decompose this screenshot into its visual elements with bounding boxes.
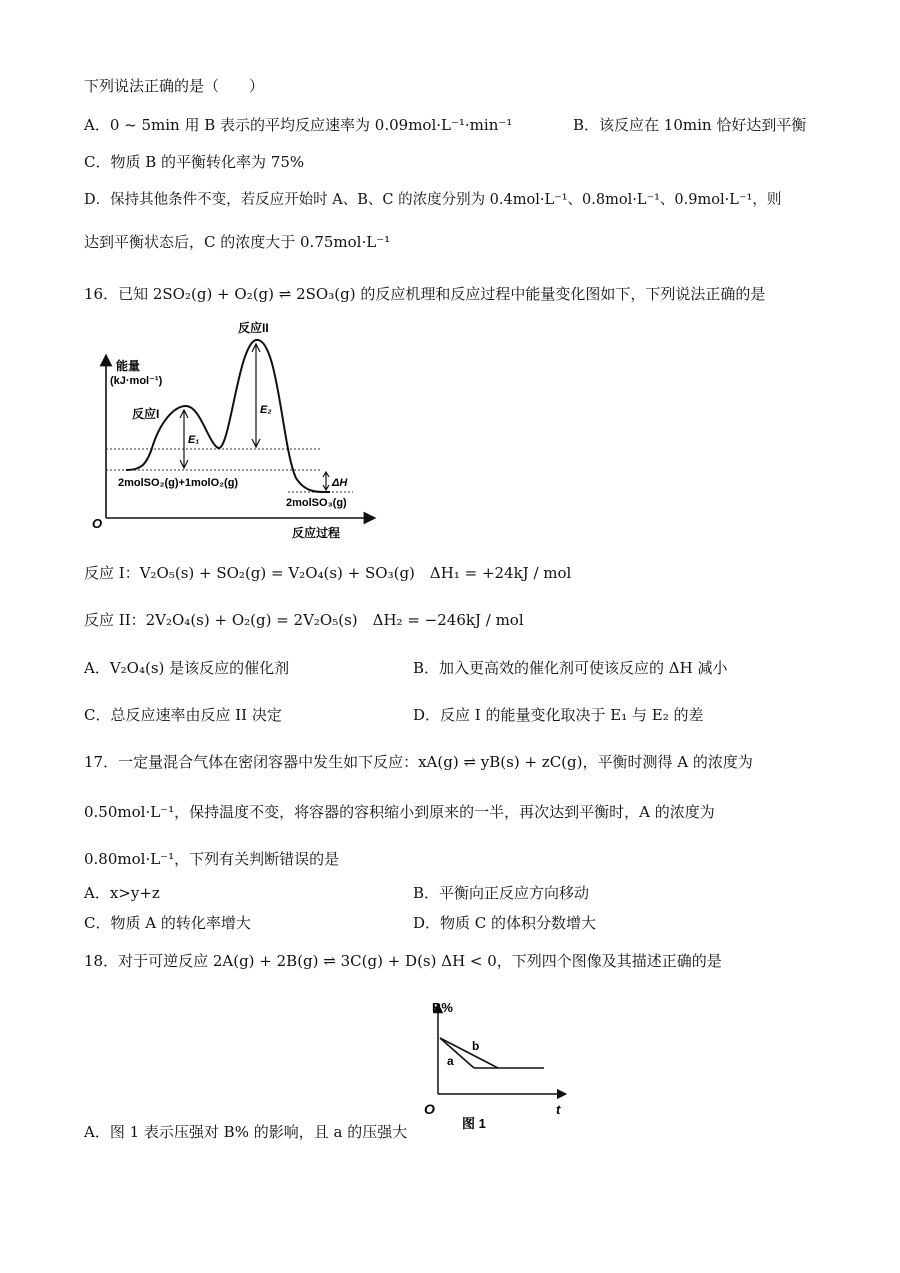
- reaction-1-peak-label: 反应I: [132, 407, 160, 421]
- curve-b-label: b: [472, 1039, 480, 1053]
- y-axis-unit: (kJ·mol⁻¹): [110, 375, 163, 387]
- q15-option-b: B．该反应在 10min 恰好达到平衡: [573, 116, 807, 134]
- q16-option-c: C．总反应速率由反应 II 决定: [84, 706, 282, 724]
- q18-stem: 18．对于可逆反应 2A(g) + 2B(g) ⇌ 3C(g) + D(s) ΔH < 0，下列四个图像及其描述正确的是: [84, 952, 722, 970]
- reactants-label: 2molSO₂(g)+1molO₂(g): [118, 477, 239, 489]
- y-axis-label: B%: [432, 1000, 453, 1015]
- curve-a-label: a: [447, 1054, 454, 1068]
- q15-option-d-line1: D．保持其他条件不变，若反应开始时 A、B、C 的浓度分别为 0.4mol·L⁻¹、0.8mol·L⁻¹、0.9mol·L⁻¹，则: [84, 192, 782, 208]
- q17-option-b: B．平衡向正反应方向移动: [413, 884, 590, 902]
- q17-stem-line1: 17．一定量混合气体在密闭容器中发生如下反应：xA(g) ⇌ yB(s) + zC(g)，平衡时测得 A 的浓度为: [84, 753, 753, 771]
- x-axis-label: t: [556, 1102, 561, 1117]
- q17-option-c: C．物质 A 的转化率增大: [84, 914, 251, 932]
- reaction-2-peak-label: 反应II: [238, 321, 269, 335]
- q17-option-d: D．物质 C 的体积分数增大: [413, 914, 597, 932]
- q16-option-d: D．反应 I 的能量变化取决于 E₁ 与 E₂ 的差: [413, 706, 704, 724]
- b-percent-time-graph: [420, 990, 570, 1140]
- q17-stem-line3: 0.80mol·L⁻¹，下列有关判断错误的是: [84, 850, 340, 868]
- energy-profile-diagram: [88, 318, 378, 543]
- q16-reaction-2: 反应 II：2V₂O₄(s) + O₂(g) = 2V₂O₅(s) ΔH₂ = −246kJ / mol: [84, 611, 524, 629]
- q16-option-a: A．V₂O₄(s) 是该反应的催化剂: [84, 659, 290, 677]
- q15-option-d-line2: 达到平衡状态后，C 的浓度大于 0.75mol·L⁻¹: [84, 233, 391, 251]
- figure-caption: 图 1: [462, 1116, 486, 1131]
- dh-label: ΔH: [332, 477, 348, 489]
- origin-label: O: [92, 516, 103, 531]
- x-axis-label: 反应过程: [292, 526, 341, 540]
- q15-option-c: C．物质 B 的平衡转化率为 75%: [84, 153, 305, 171]
- q16-option-b: B．加入更高效的催化剂可使该反应的 ΔH 减小: [413, 659, 728, 677]
- q15-stem: 下列说法正确的是（ ）: [84, 77, 265, 95]
- q17-option-a: A．x>y+z: [84, 884, 160, 902]
- q15-option-a: A．0 ~ 5min 用 B 表示的平均反应速率为 0.09mol·L⁻¹·min⁻¹: [84, 116, 513, 134]
- q17-stem-line2: 0.50mol·L⁻¹，保持温度不变，将容器的容积缩小到原来的一半，再次达到平衡时，A 的浓度为: [84, 803, 715, 821]
- e1-label: E₁: [188, 434, 200, 446]
- y-axis-label: 能量: [116, 359, 141, 373]
- q18-option-a: A．图 1 表示压强对 B% 的影响，且 a 的压强大: [84, 1123, 408, 1141]
- e2-label: E₂: [260, 404, 272, 416]
- origin-label: O: [424, 1101, 435, 1117]
- products-label: 2molSO₃(g): [286, 497, 347, 509]
- q16-reaction-1: 反应 I：V₂O₅(s) + SO₂(g) = V₂O₄(s) + SO₃(g) ΔH₁ = +24kJ / mol: [84, 564, 572, 582]
- q16-stem: 16．已知 2SO₂(g) + O₂(g) ⇌ 2SO₃(g) 的反应机理和反应过程中能量变化图如下，下列说法正确的是: [84, 285, 766, 303]
